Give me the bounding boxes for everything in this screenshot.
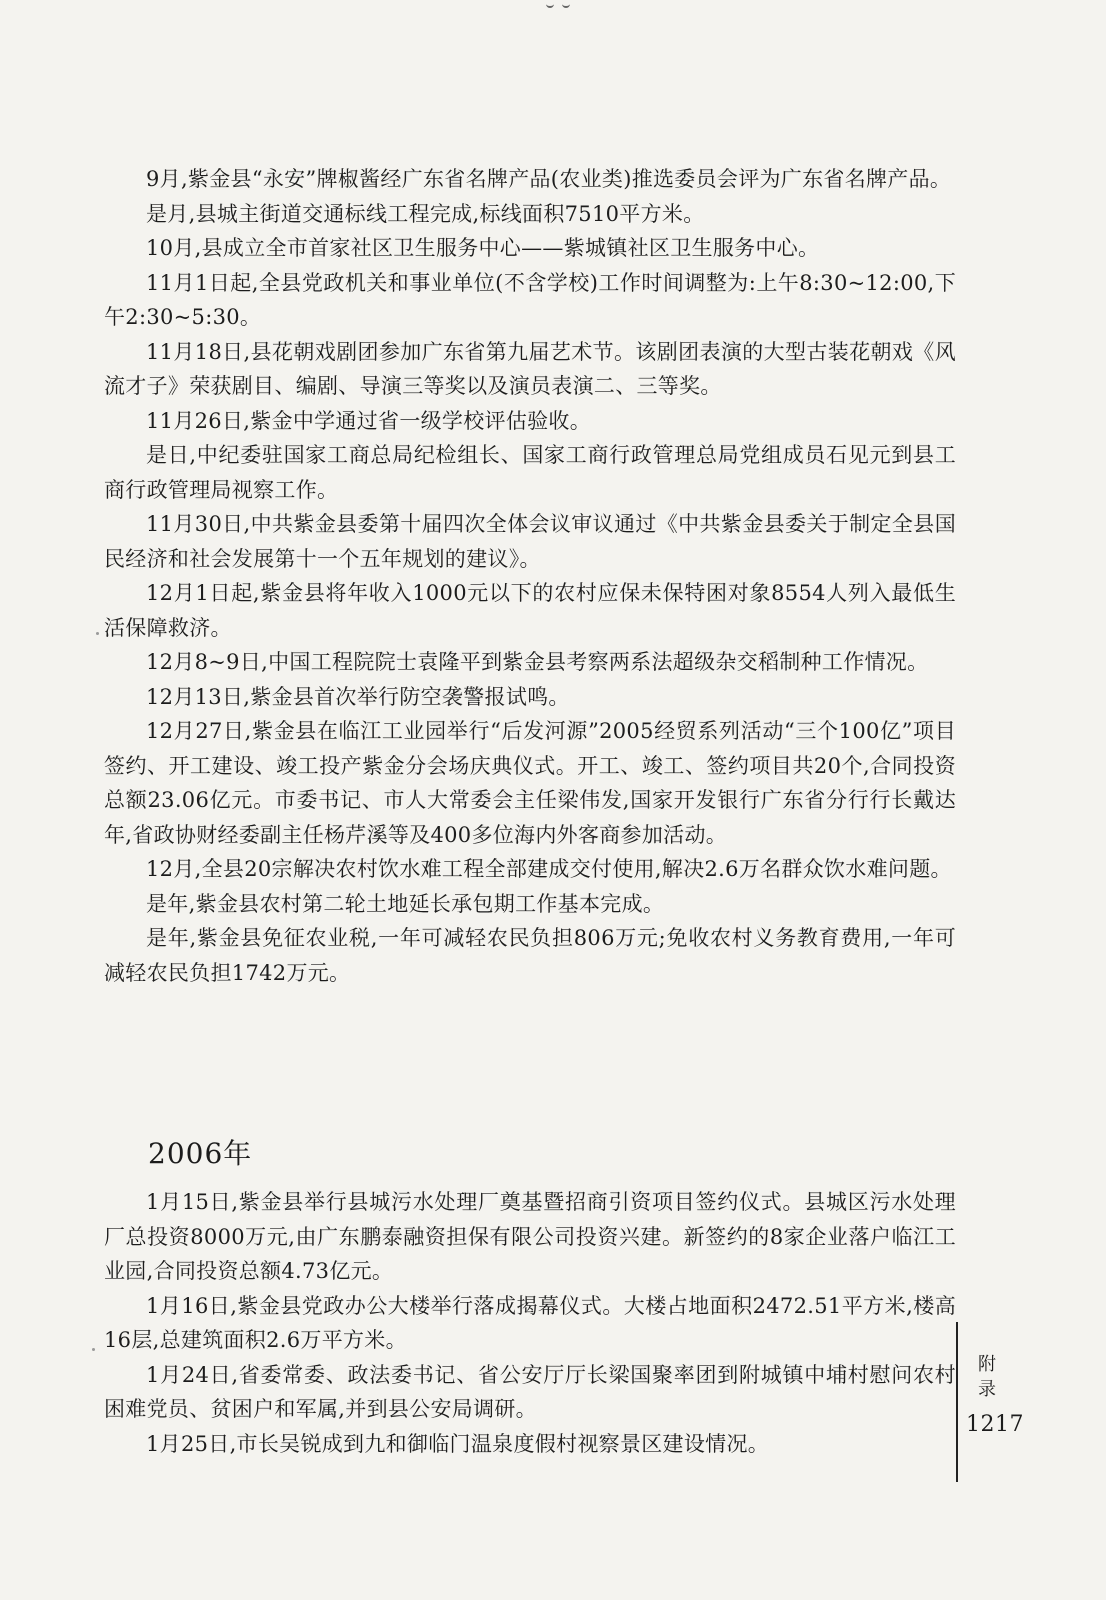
- chronicle-paragraph: 1月25日,市长吴锐成到九和御临门温泉度假村视察景区建设情况。: [146, 1431, 770, 1456]
- chronicle-paragraph: 11月30日,中共紫金县委第十届四次全体会议审议通过《中共紫金县委关于制定全县国民经济和社会发展第十一个五年规划的建议》。: [104, 512, 956, 571]
- appendix-section-label: 附录: [978, 1354, 996, 1400]
- scan-speck: [92, 1348, 95, 1351]
- margin-rule: [956, 1322, 958, 1482]
- chronicle-paragraph: 9月,紫金县“永安”牌椒酱经广东省名牌产品(农业类)推选委员会评为广东省名牌产品。: [146, 167, 952, 191]
- chronicle-paragraph: 11月18日,县花朝戏剧团参加广东省第九届艺术节。该剧团表演的大型古装花朝戏《风流才子》荣获剧目、编剧、导演三等奖以及演员表演二、三等奖。: [104, 339, 956, 398]
- chronicle-paragraph: 是年,紫金县农村第二轮土地延长承包期工作基本完成。: [146, 891, 665, 916]
- chronicle-paragraph: 11月1日起,全县党政机关和事业单位(不含学校)工作时间调整为:上午8:30~12:00,下午2:30~5:30。: [104, 270, 956, 329]
- chronicle-2006-section: [104, 1185, 956, 1461]
- chronicle-paragraph: 11月26日,紫金中学通过省一级学校评估验收。: [146, 408, 592, 433]
- chronicle-paragraph: 12月13日,紫金县首次举行防空袭警报试鸣。: [146, 684, 570, 709]
- chronicle-paragraph: 12月8~9日,中国工程院院士袁隆平到紫金县考察两系法超级杂交稻制种工作情况。: [146, 650, 929, 674]
- chronicle-paragraph: 是年,紫金县免征农业税,一年可减轻农民负担806万元;免收农村义务教育费用,一年可减轻农民负担1742万元。: [104, 926, 956, 985]
- chronicle-paragraph: 1月15日,紫金县举行县城污水处理厂奠基暨招商引资项目签约仪式。县城区污水处理厂总投资8000万元,由广东鹏泰融资担保有限公司投资兴建。新签约的8家企业落户临江工业园,合同投资总额4.73亿元。: [104, 1190, 956, 1283]
- chronicle-2005-section: [104, 162, 956, 990]
- scan-artifact-mark: [540, 0, 580, 10]
- chronicle-paragraph: 是月,县城主街道交通标线工程完成,标线面积7510平方米。: [146, 201, 705, 226]
- chronicle-paragraph: 12月1日起,紫金县将年收入1000元以下的农村应保未保特困对象8554人列入最低生活保障救济。: [104, 581, 956, 640]
- page-number: 1217: [966, 1412, 1024, 1437]
- chronicle-paragraph: 12月27日,紫金县在临江工业园举行“后发河源”2005经贸系列活动“三个100亿”项目签约、开工建设、竣工投产紫金分会场庆典仪式。开工、竣工、签约项目共20个,合同投资总额23.06亿元。市委书记、市人大常委会主任梁伟发,国家开发银行广东省分行行长戴达年,省政协财经委副主任杨芹溪等及400多位海内外客商参加活动。: [104, 719, 956, 847]
- year-heading: 2006年: [148, 1137, 253, 1170]
- chronicle-paragraph: 1月16日,紫金县党政办公大楼举行落成揭幕仪式。大楼占地面积2472.51平方米,楼高16层,总建筑面积2.6万平方米。: [104, 1293, 956, 1352]
- chronicle-paragraph: 10月,县成立全市首家社区卫生服务中心——紫城镇社区卫生服务中心。: [146, 236, 820, 260]
- chronicle-paragraph: 12月,全县20宗解决农村饮水难工程全部建成交付使用,解决2.6万名群众饮水难问题。: [146, 857, 952, 881]
- chronicle-paragraph: 是日,中纪委驻国家工商总局纪检组长、国家工商行政管理总局党组成员石见元到县工商行政管理局视察工作。: [104, 443, 956, 502]
- scan-speck: [96, 632, 99, 635]
- chronicle-paragraph: 1月24日,省委常委、政法委书记、省公安厅厅长梁国聚率团到附城镇中埔村慰问农村困难党员、贫困户和军属,并到县公安局调研。: [104, 1362, 956, 1421]
